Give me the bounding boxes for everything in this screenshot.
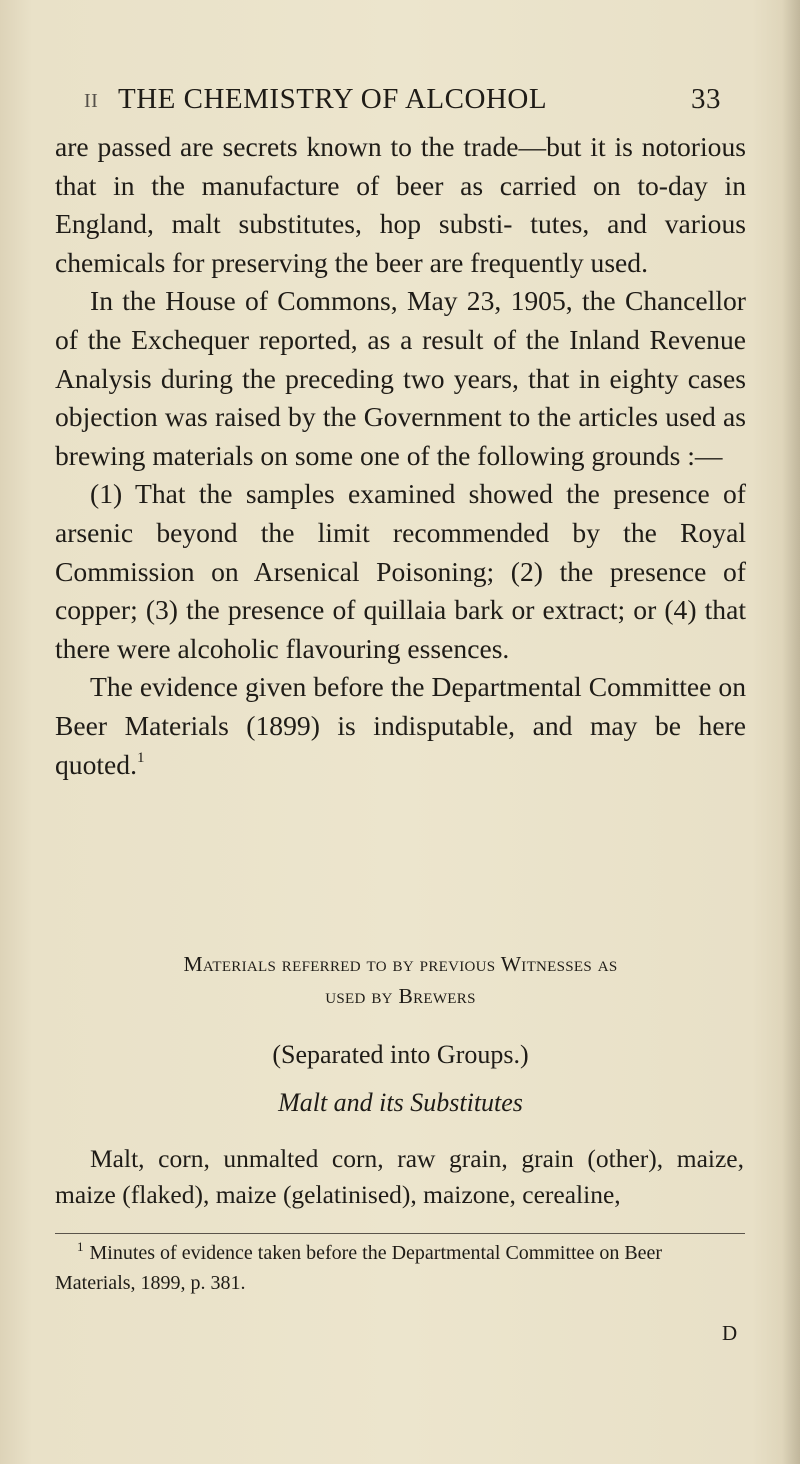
running-title: THE CHEMISTRY OF ALCOHOL: [118, 83, 548, 115]
footnote-number: 1: [77, 1239, 84, 1254]
materials-list: Malt, corn, unmalted corn, raw grain, grain (other), maize, maize (flaked), maize (gelatinised), maizone, cerealine,: [55, 1144, 744, 1209]
section-heading-line-2: used by Brewers: [325, 984, 476, 1008]
body-text: [55, 128, 746, 784]
footnote-reference: 1: [137, 750, 145, 767]
group-heading: Malt and its Substitutes: [278, 1088, 523, 1117]
paragraph-4-text: The evidence given before the Departmental Committee on Beer Materials (1899) is indisputable, and may be here quoted.: [55, 671, 746, 780]
chapter-number: II: [84, 90, 99, 112]
section-heading: [55, 948, 746, 1012]
footnote: [55, 1239, 745, 1298]
section-heading-line-1: Materials referred to by previous Witnesses as: [183, 952, 618, 976]
page-number: 33: [691, 83, 721, 115]
page-edge-shadow: [782, 0, 800, 1464]
paragraph-1: are passed are secrets known to the trade—but it is notorious that in the manufacture of beer as carried on to-day in England, malt substitutes, hop substi- tutes, and various chemicals for preserving the beer are frequently used.: [55, 131, 746, 278]
paragraph-2: In the House of Commons, May 23, 1905, the Chancellor of the Exchequer reported, as a result of the Inland Revenue Analysis during the preceding two years, that in eighty cases objection was raised by the Government to the articles used as brewing materials on some one of the following grounds :—: [55, 285, 746, 471]
footnote-text: Minutes of evidence taken before the Departmental Committee on Beer Materials, 1899, p. 381.: [55, 1242, 663, 1294]
paragraph-3: (1) That the samples examined showed the presence of arsenic beyond the limit recommended by the Royal Commission on Arsenical Poisoning; (2) the presence of copper; (3) the presence of quillaia bark or extract; or (4) that there were alcoholic flavouring essences.: [55, 478, 746, 664]
running-head: [0, 82, 800, 116]
subheading: (Separated into Groups.): [272, 1040, 529, 1069]
paragraph-4: [55, 668, 746, 784]
signature-mark: D: [722, 1321, 738, 1345]
footnote-rule: [55, 1233, 745, 1234]
